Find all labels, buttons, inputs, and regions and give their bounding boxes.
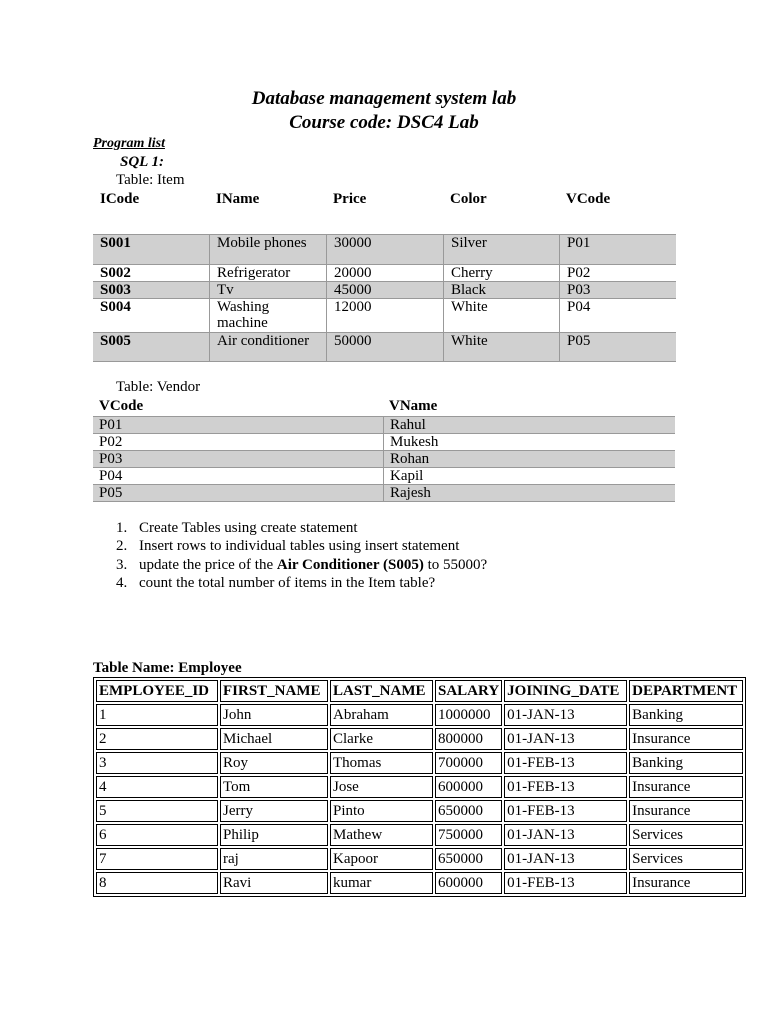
question-number: 3. [116,556,128,573]
joining-date: 01-FEB-13 [504,800,627,822]
question-list [116,520,487,593]
item-row [93,234,676,265]
item-cell-icode: S003 [100,282,131,298]
item-cell-price: 45000 [326,282,443,299]
salary: 650000 [435,848,502,870]
department: Insurance [629,776,743,798]
item-row [93,298,676,333]
last-name: Pinto [330,800,433,822]
vendor-header-vcode: VCode [99,398,144,414]
vendor-table-caption: Table: Vendor [116,379,201,395]
employee-header-department: DEPARTMENT [629,680,743,702]
item-header-price: Price [333,191,367,207]
salary: 600000 [435,872,502,894]
first-name: Ravi [220,872,328,894]
program-list-label: Program list [93,136,165,151]
joining-date: 01-JAN-13 [504,824,627,846]
item-cell-iname: Tv [209,282,326,299]
question-item [116,520,487,538]
question-text-end: to 55000? [423,556,488,573]
employee-id: 7 [96,848,218,870]
item-cell-price: 12000 [326,299,443,333]
document-title: Database management system lab [251,88,517,109]
question-text: update the price of the [139,556,277,573]
last-name: Thomas [330,752,433,774]
employee-header-last-name: LAST_NAME [330,680,433,702]
joining-date: 01-JAN-13 [504,728,627,750]
question-item [116,538,487,556]
employee-header-joining-date: JOINING_DATE [504,680,627,702]
item-row [93,332,676,362]
last-name: Abraham [330,704,433,726]
employee-header-salary: SALARY [435,680,502,702]
last-name: Mathew [330,824,433,846]
last-name: Clarke [330,728,433,750]
employee-header-id: EMPLOYEE_ID [96,680,218,702]
first-name: Roy [220,752,328,774]
item-header-iname: IName [216,191,260,207]
salary: 650000 [435,800,502,822]
question-text: Insert rows to individual tables using insert statement [139,538,460,555]
item-cell-price: 30000 [326,235,443,265]
question-emphasis: Air Conditioner (S005) [276,556,424,573]
item-cell-iname: Washing machine [209,299,326,333]
joining-date: 01-FEB-13 [504,776,627,798]
item-header-color: Color [450,191,487,207]
department: Insurance [629,872,743,894]
item-cell-vcode: P04 [559,299,676,333]
vendor-cell-vname: Kapil [383,468,423,485]
item-cell-vcode: P02 [559,265,676,282]
item-table-caption: Table: Item [116,172,185,188]
joining-date: 01-FEB-13 [504,872,627,894]
salary: 600000 [435,776,502,798]
course-code: Course code: DSC4 Lab [289,112,479,133]
last-name: Kapoor [330,848,433,870]
sql-label: SQL 1: [120,154,165,170]
department: Services [629,848,743,870]
employee-id: 3 [96,752,218,774]
vendor-table [93,398,675,503]
vendor-cell-vname: Rajesh [383,485,431,502]
item-header-vcode: VCode [566,191,611,207]
vendor-cell-vcode: P04 [99,468,123,484]
vendor-cell-vcode: P03 [99,451,123,467]
table-row [96,824,743,846]
department: Insurance [629,800,743,822]
vendor-cell-vname: Rahul [383,417,426,434]
salary: 800000 [435,728,502,750]
table-row [96,728,743,750]
first-name: Jerry [220,800,328,822]
employee-id: 4 [96,776,218,798]
item-cell-icode: S004 [100,299,131,315]
table-row [96,752,743,774]
employee-id: 6 [96,824,218,846]
item-cell-color: Silver [443,235,559,265]
vendor-row [93,416,675,433]
item-cell-iname: Refrigerator [209,265,326,282]
first-name: Michael [220,728,328,750]
table-row [96,776,743,798]
joining-date: 01-JAN-13 [504,704,627,726]
vendor-cell-vcode: P01 [99,417,123,433]
item-cell-icode: S002 [100,265,131,281]
question-item [116,557,487,575]
salary: 1000000 [435,704,502,726]
vendor-row [93,450,675,467]
employee-id: 8 [96,872,218,894]
question-number: 4. [116,574,128,591]
table-row [96,872,743,894]
employee-id: 1 [96,704,218,726]
item-cell-icode: S005 [100,333,131,349]
department: Insurance [629,728,743,750]
employee-header-row [96,680,743,702]
joining-date: 01-FEB-13 [504,752,627,774]
first-name: Philip [220,824,328,846]
question-number: 2. [116,538,128,555]
item-cell-vcode: P05 [559,333,676,362]
question-number: 1. [116,520,128,536]
employee-id: 2 [96,728,218,750]
item-cell-color: Cherry [443,265,559,282]
item-cell-vcode: P03 [559,282,676,299]
item-table [93,188,676,362]
item-cell-price: 50000 [326,333,443,362]
table-row [96,800,743,822]
vendor-table-bottom-border [93,501,675,502]
item-cell-color: White [443,299,559,333]
item-cell-color: Black [443,282,559,299]
employee-id: 5 [96,800,218,822]
item-row [93,281,676,299]
vendor-row [93,433,675,450]
vendor-row [93,484,675,501]
department: Banking [629,752,743,774]
vendor-row [93,467,675,484]
item-header-icode: ICode [100,191,140,207]
item-cell-iname: Air conditioner [209,333,326,362]
vendor-cell-vcode: P05 [99,485,123,501]
vendor-header-vname: VName [389,398,438,414]
vendor-cell-vcode: P02 [99,434,123,450]
item-cell-iname: Mobile phones [209,235,326,265]
salary: 700000 [435,752,502,774]
item-cell-icode: S001 [100,235,131,251]
department: Services [629,824,743,846]
joining-date: 01-JAN-13 [504,848,627,870]
question-text: count the total number of items in the Item table? [139,574,436,591]
first-name: Tom [220,776,328,798]
item-cell-price: 20000 [326,265,443,282]
employee-header-first-name: FIRST_NAME [220,680,328,702]
item-table-bottom-border [93,361,676,362]
vendor-cell-vname: Rohan [383,451,429,468]
last-name: kumar [330,872,433,894]
question-item [116,575,487,593]
table-row [96,704,743,726]
question-text: Create Tables using create statement [139,520,358,536]
last-name: Jose [330,776,433,798]
vendor-cell-vname: Mukesh [383,434,438,451]
item-cell-vcode: P01 [559,235,676,265]
first-name: raj [220,848,328,870]
first-name: John [220,704,328,726]
table-row [96,848,743,870]
salary: 750000 [435,824,502,846]
employee-table-caption: Table Name: Employee [93,660,242,676]
item-cell-color: White [443,333,559,362]
employee-table [93,677,746,897]
item-row [93,264,676,282]
department: Banking [629,704,743,726]
